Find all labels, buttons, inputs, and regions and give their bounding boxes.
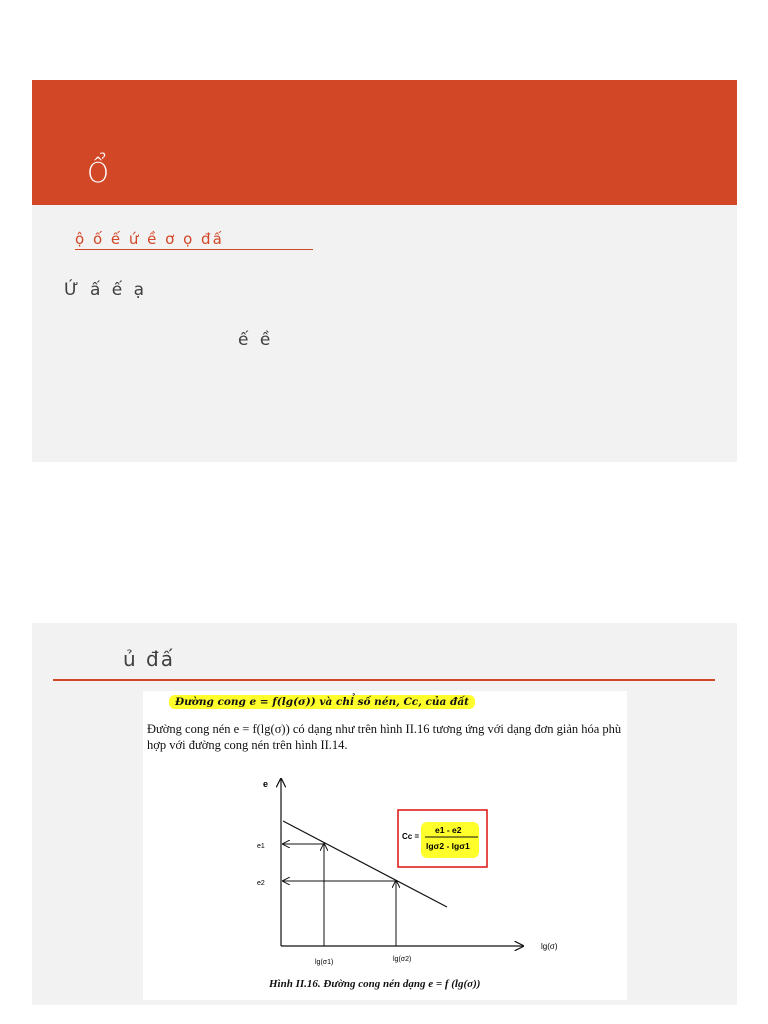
lg-sigma2-label: lg(σ2) <box>393 956 412 963</box>
title-banner <box>32 80 737 205</box>
slide-title: Ổ <box>87 156 110 189</box>
e1-label: e1 <box>257 843 265 850</box>
slide-1 <box>32 80 737 462</box>
formula-denominator: lgσ2 - lgσ1 <box>426 841 470 851</box>
slide-title-2: ủ đấ <box>123 647 175 671</box>
formula-lhs: Cc = <box>402 832 420 841</box>
formula-numerator: e1 - e2 <box>435 825 462 835</box>
x-axis-label: lg(σ) <box>541 942 558 951</box>
figure-caption: Hình II.16. Đường cong nén dạng e = f (lg(σ)) <box>269 978 481 990</box>
lg-sigma1-label: lg(σ1) <box>315 959 334 966</box>
scanned-figure <box>143 691 627 1000</box>
e2-label: e2 <box>257 880 265 887</box>
slide-2 <box>32 623 737 1005</box>
hyperlink-text[interactable]: ộ ố ế ứ ề ơ ọ đấ <box>75 230 313 250</box>
body-line-1: Ứ ấ ế ạ <box>64 280 148 300</box>
scan-heading: Đường cong e = f(lg(σ)) và chỉ số nén, Cc, của đất <box>169 695 475 709</box>
y-axis-label: e <box>263 779 269 789</box>
body-line-2: ế ề <box>238 330 274 350</box>
compression-curve-diagram <box>143 691 627 1000</box>
scan-paragraph: Đường cong nén e = f(lg(σ)) có dạng như trên hình II.16 tương ứng với dạng đơn giản hóa phù hợp với đường cong nén trên hình II.14. <box>147 722 622 752</box>
title-divider <box>53 679 715 681</box>
